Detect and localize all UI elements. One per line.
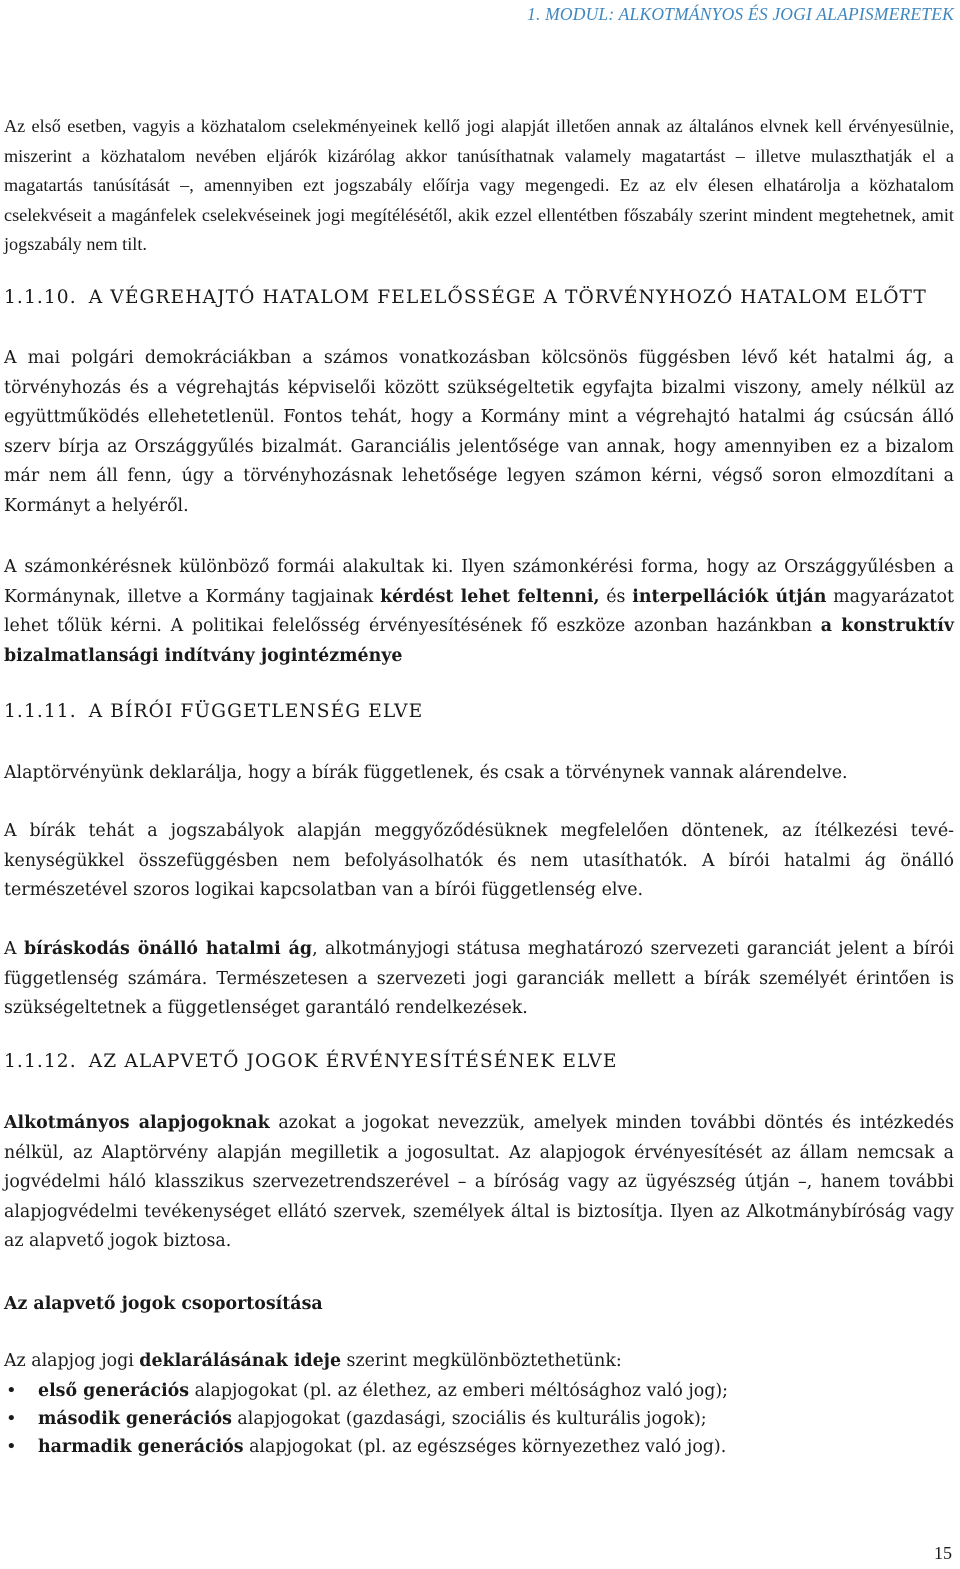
section-number: 1.1.11. [4, 701, 77, 722]
section-1-1-11-p3-block [4, 935, 954, 1024]
subheading: Az alapvető jogok csoportosítása [4, 1294, 323, 1314]
page-number: 15 [934, 1543, 952, 1563]
section-title: A VÉGREHAJTÓ HATALOM FELELŐSSÉGE A TÖRVÉNYHOZÓ HATALOM ELŐTT [88, 287, 927, 308]
subheading-block [4, 1290, 954, 1320]
text-run: azokat a jogokat nevezzük, amelyek minden további döntés és intézkedés nélkül, az Alaptörvény alapján megilletik a jogosultat. Az alapjogok érvényesítését az állam nemcsak a jogvédelmi háló klasszikus szervezetrendszerével – a bíróság vagy az ügyészség útján –, hanem további alapjogvédelmi tevékenységet ellátó szervek, személyek által is biztosítja. Ilyen az Alkotmánybíróság vagy az alapvető jogok biztosa. [4, 1113, 955, 1251]
section-1-1-12-p2-block [4, 1347, 954, 1377]
section-1-1-12-paragraph-1 [4, 1109, 954, 1257]
bold-term: deklarálásának ideje [139, 1351, 342, 1371]
section-1-1-10-p2-block [4, 553, 954, 671]
section-1-1-10-paragraph-2 [4, 553, 954, 671]
section-title: AZ ALAPVETŐ JOGOK ÉRVÉNYESÍTÉSÉNEK ELVE [88, 1051, 618, 1072]
section-1-1-11-paragraph-3 [4, 935, 954, 1024]
text-run: , alkotmányjogi státusa meghatározó szervezeti garanciát jelent a bírói függetlenség számára. Természetesen a szervezeti jogi garanciák mellett a bírák személyét érintően is szükségeltetnek a függetlenséget garantáló rendelkezések. [4, 939, 954, 1018]
section-number: 1.1.10. [4, 287, 77, 308]
text-run: alapjogokat (pl. az egészséges környezethez való jog). [243, 1437, 727, 1457]
text-run: alapjogokat (gazdasági, szociális és kulturális jogok); [231, 1409, 707, 1429]
bold-term: első generációs [38, 1381, 190, 1401]
section-1-1-11-paragraph-1: Alaptörvényünk deklarálja, hogy a bírák függetlenek, és csak a törvénynek vannak alárendelve. [4, 763, 848, 783]
text-run: magyarázatot lehet tőlük kérni. A politikai felelősség érvényesítésének fő eszköze azonban hazánkban [4, 586, 954, 636]
section-heading [4, 701, 954, 722]
text-run: és [599, 586, 633, 607]
text-run: A [4, 939, 24, 959]
text-run: alapjogokat (pl. az élethez, az emberi méltósághoz való jog); [189, 1381, 729, 1401]
section-1-1-10-heading [4, 287, 954, 308]
intro-text-a: Az első esetben, vagyis a közhatalom cselekményeinek kellő jogi alapját illetően annak az általános elvnek kell érvényesülnie, miszerint a közhatalom nevében eljárók kizárólag akkor tanúsíthatnak valamely magatartást – illetve mulaszthatják el a magatartás tanúsítását –, amennyiben ezt jogszabály előírja vagy megengedi. [4, 116, 954, 195]
text-run: szerint megkülönböztethetünk: [341, 1351, 622, 1371]
section-1-1-11-p2-block [4, 817, 954, 906]
generation-list [4, 1377, 954, 1461]
section-1-1-11-heading [4, 701, 954, 722]
list-item [4, 1377, 954, 1405]
list-item [4, 1433, 954, 1461]
section-title: A BÍRÓI FÜGGETLENSÉG ELVE [88, 701, 424, 722]
section-1-1-12-p1-block [4, 1109, 954, 1257]
bold-term: interpellációk útján [632, 586, 827, 607]
intro-block [4, 112, 954, 260]
bold-term: bíráskodás önálló hatalmi ág [23, 939, 313, 959]
bold-term: második generációs [38, 1409, 232, 1429]
intro-text-b: Ez az elv élesen elhatárolja a közhatalom cselekvéseit a magánfelek cselekvéseinek jogi megítélésétől, akik ezzel ellentétben főszabály szerint mindent megtehetnek, amit jogszabály nem tilt. [4, 175, 954, 254]
section-1-1-12-paragraph-2 [4, 1347, 954, 1377]
list-item [4, 1405, 954, 1433]
bold-term: a konstruktív bizalmatlansági indítvány jogintézménye [4, 616, 955, 666]
section-1-1-12-heading [4, 1051, 954, 1072]
section-number: 1.1.12. [4, 1051, 77, 1072]
bold-term: harmadik generációs [38, 1437, 244, 1457]
bold-term: Alkotmányos alapjogoknak [4, 1113, 270, 1133]
text-run: A számonkérésnek különböző formái alakultak ki. Ilyen számonkérési forma, hogy az Országgyűlésben a Kormánynak, illetve a Kormány tagjainak [4, 557, 954, 607]
section-heading [4, 1051, 954, 1072]
text-run: Az alapjog jogi [4, 1351, 140, 1371]
running-header: 1. MODUL: ALKOTMÁNYOS ÉS JOGI ALAPISMERETEK [527, 4, 954, 24]
section-1-1-11-paragraph-2: A bírák tehát a jogszabályok alapján meggyőződésüknek megfelelően döntenek, az ítélkezési tevékenységükkel összefüggésben nem befolyásolhatók és nem utasíthatók. A bírói hatalmi ág önálló természetével szoros logikai kapcsolatban van a bírói függetlenség elve. [4, 821, 954, 900]
intro-paragraph [4, 112, 954, 260]
bold-term: kérdést lehet feltenni, [380, 586, 600, 607]
generation-list-block [4, 1377, 954, 1461]
section-1-1-10-paragraph-1: A mai polgári demokráciákban a számos vonatkozásban kölcsönös függésben lévő két hatalmi ág, a törvényhozás és a végrehajtás képviselői között szükségeltetik egyfajta bizalmi viszony, amely nélkül az együttműködés ellehetetlenül. Fontos tehát, hogy a Kormány mint a végrehajtó hatalmi ág csúcsán álló szerv bírja az Országgyűlés bizalmát. Garanciális jelentősége van annak, hogy amennyiben ez a bizalom már nem áll fenn, úgy a törvényhozásnak lehetősége legyen számon kérni, végső soron elmozdítani a Kormányt a helyéről. [4, 348, 954, 516]
section-1-1-11-p1-block [4, 759, 954, 789]
section-1-1-10-p1-block [4, 344, 954, 521]
section-heading [4, 287, 954, 308]
